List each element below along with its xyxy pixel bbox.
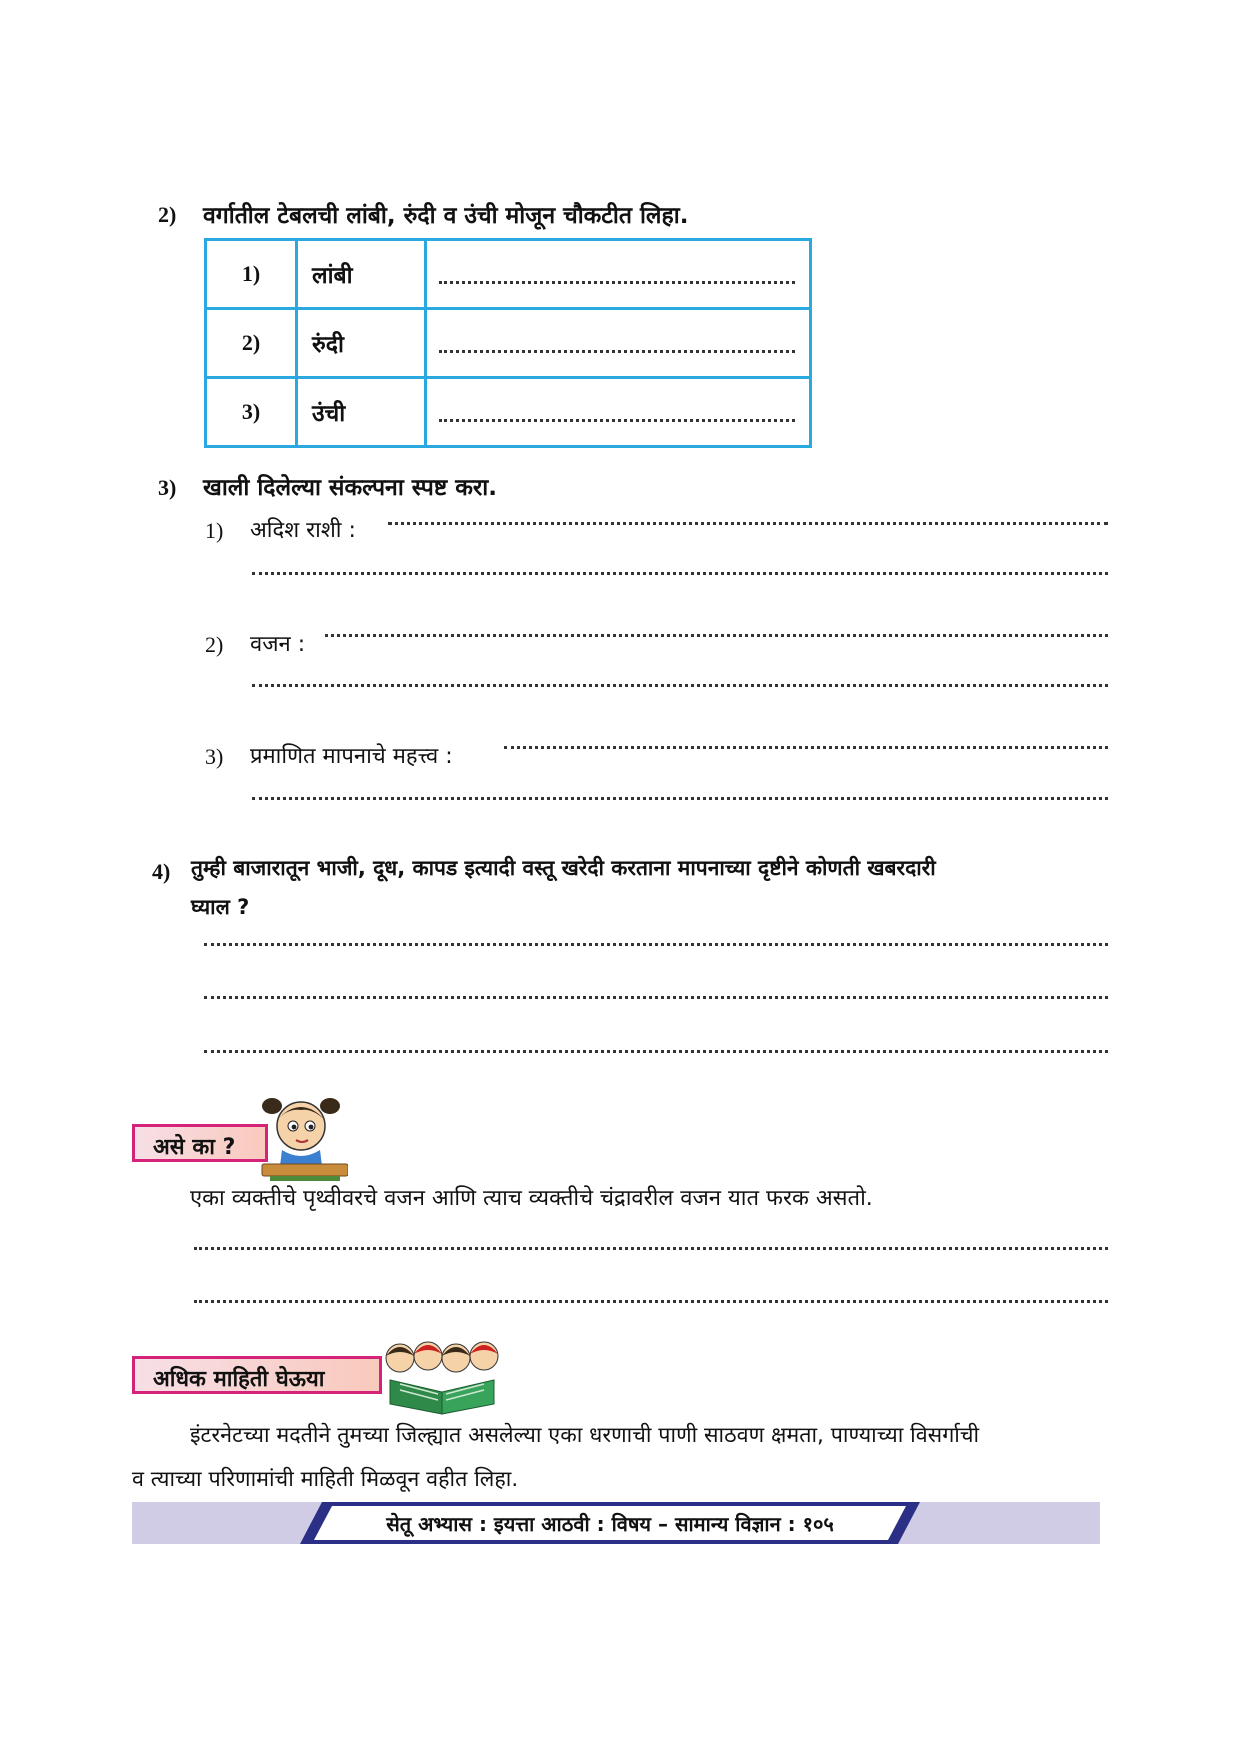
q3-number: 3): [158, 475, 177, 500]
measurement-table: [204, 238, 812, 448]
dotted-answer-line: [439, 350, 795, 353]
footer-text: सेतू अभ्यास : इयत्ता आठवी : विषय – सामान्य विज्ञान : १०५: [386, 1512, 834, 1536]
q4-text-line1: तुम्ही बाजारातून भाजी, दूध, कापड इत्यादी वस्तू खरेदी करताना मापनाच्या दृष्टीने कोणती खबरदारी: [191, 856, 936, 880]
answer-line[interactable]: [204, 943, 1108, 946]
thinking-girl-illustration: [252, 1090, 348, 1182]
row-number: 1): [206, 240, 297, 309]
q3-item-label: अदिश राशी :: [250, 518, 356, 543]
row-label: रुंदी: [297, 309, 426, 378]
q3-text: खाली दिलेल्या संकल्पना स्पष्ट करा.: [203, 475, 497, 501]
dotted-answer-line: [439, 419, 795, 422]
table-row: [206, 309, 811, 378]
q3-item-number: 1): [205, 518, 224, 543]
answer-cell[interactable]: [426, 309, 811, 378]
q2-text: वर्गातील टेबलची लांबी, रुंदी व उंची मोजून चौकटीत लिहा.: [203, 203, 689, 229]
row-number: 3): [206, 378, 297, 447]
answer-cell[interactable]: [426, 240, 811, 309]
answer-line[interactable]: [204, 1050, 1108, 1053]
more-info-tag: [132, 1356, 382, 1394]
q4-number: 4): [152, 859, 171, 884]
q2-number: 2): [158, 202, 177, 227]
answer-line[interactable]: [252, 797, 1108, 800]
q3-item-label: वजन :: [250, 632, 306, 657]
answer-cell[interactable]: [426, 378, 811, 447]
q3-item-number: 3): [205, 744, 224, 769]
children-reading-illustration: [378, 1334, 508, 1416]
answer-line[interactable]: [252, 684, 1108, 687]
more-info-text-line1: इंटरनेटच्या मदतीने तुमच्या जिल्ह्यात असलेल्या एका धरणाची पाणी साठवण क्षमता, पाण्याच्या विसर्गाची: [190, 1423, 980, 1448]
row-label: लांबी: [297, 240, 426, 309]
answer-line[interactable]: [252, 572, 1108, 575]
q4-text-line2: घ्याल ?: [191, 895, 250, 919]
dotted-answer-line: [439, 281, 795, 284]
answer-line[interactable]: [388, 522, 1108, 525]
why-tag: [132, 1124, 268, 1162]
answer-line[interactable]: [194, 1247, 1108, 1250]
table-row: [206, 378, 811, 447]
why-statement: एका व्यक्तीचे पृथ्वीवरचे वजन आणि त्याच व्यक्तीचे चंद्रावरील वजन यात फरक असतो.: [190, 1186, 873, 1211]
q3-item-number: 2): [205, 632, 224, 657]
more-info-text-line2: व त्याच्या परिणामांची माहिती मिळवून वहीत लिहा.: [132, 1467, 519, 1492]
q3-item-label: प्रमाणित मापनाचे महत्त्व :: [250, 744, 453, 769]
more-info-tag-label: अधिक माहिती घेऊया: [153, 1367, 325, 1392]
answer-line[interactable]: [325, 634, 1108, 637]
answer-line[interactable]: [194, 1300, 1108, 1303]
answer-line[interactable]: [204, 996, 1108, 999]
why-tag-label: असे का ?: [153, 1135, 236, 1160]
table-row: [206, 240, 811, 309]
row-label: उंची: [297, 378, 426, 447]
row-number: 2): [206, 309, 297, 378]
answer-line[interactable]: [504, 746, 1108, 749]
